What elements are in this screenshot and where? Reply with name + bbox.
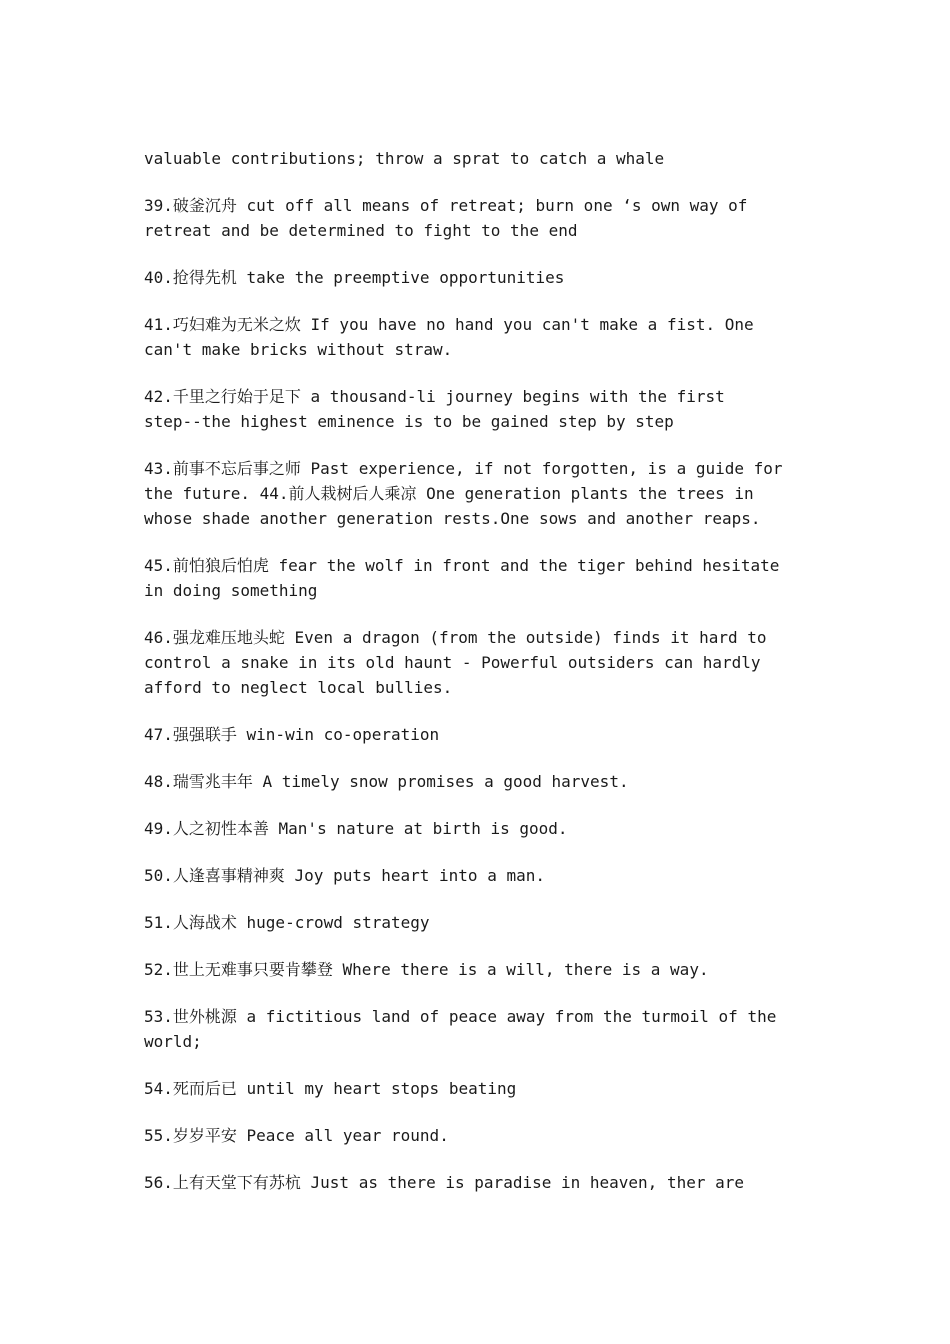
paragraph <box>144 1076 812 1101</box>
paragraph <box>144 265 812 290</box>
text-line: 54.死而后已 until my heart stops beating <box>144 1079 517 1098</box>
paragraph <box>144 553 812 603</box>
text-line: afford to neglect local bullies. <box>144 678 453 697</box>
text-line: 48.瑞雪兆丰年 A timely snow promises a good harvest. <box>144 772 629 791</box>
paragraph <box>144 312 812 362</box>
text-line: valuable contributions; throw a sprat to catch a whale <box>144 149 665 168</box>
text-line: control a snake in its old haunt - Powerful outsiders can hardly <box>144 653 761 672</box>
paragraph <box>144 625 812 700</box>
paragraph <box>144 193 812 243</box>
text-line: world; <box>144 1032 202 1051</box>
text-line: 51.人海战术 huge-crowd strategy <box>144 913 430 932</box>
text-line: 46.强龙难压地头蛇 Even a dragon (from the outside) finds it hard to <box>144 628 767 647</box>
paragraph <box>144 910 812 935</box>
text-line: the future. 44.前人栽树后人乘凉 One generation plants the trees in <box>144 484 754 503</box>
paragraph <box>144 1123 812 1148</box>
text-line: 49.人之初性本善 Man's nature at birth is good. <box>144 819 568 838</box>
paragraph <box>144 816 812 841</box>
text-line: 47.强强联手 win-win co-operation <box>144 725 440 744</box>
text-line: 53.世外桃源 a fictitious land of peace away from the turmoil of the <box>144 1007 777 1026</box>
paragraph <box>144 722 812 747</box>
paragraph <box>144 863 812 888</box>
text-line: 39.破釜沉舟 cut off all means of retreat; burn one ‘s own way of <box>144 196 748 215</box>
text-line: can't make bricks without straw. <box>144 340 453 359</box>
text-line: retreat and be determined to fight to the end <box>144 221 578 240</box>
paragraph <box>144 146 812 171</box>
text-line: 43.前事不忘后事之师 Past experience, if not forgotten, is a guide for <box>144 459 783 478</box>
document-body <box>144 146 812 1217</box>
text-line: in doing something <box>144 581 318 600</box>
text-line: 45.前怕狼后怕虎 fear the wolf in front and the tiger behind hesitate <box>144 556 780 575</box>
paragraph <box>144 957 812 982</box>
text-line: 52.世上无难事只要肯攀登 Where there is a will, there is a way. <box>144 960 709 979</box>
text-line: 50.人逢喜事精神爽 Joy puts heart into a man. <box>144 866 545 885</box>
text-line: 40.抢得先机 take the preemptive opportunities <box>144 268 565 287</box>
paragraph <box>144 1170 812 1195</box>
paragraph <box>144 456 812 531</box>
paragraph <box>144 769 812 794</box>
paragraph <box>144 1004 812 1054</box>
text-line: 56.上有天堂下有苏杭 Just as there is paradise in heaven, ther are <box>144 1173 745 1192</box>
text-line: whose shade another generation rests.One sows and another reaps. <box>144 509 761 528</box>
text-line: 42.千里之行始于足下 a thousand-li journey begins with the first <box>144 387 725 406</box>
text-line: 55.岁岁平安 Peace all year round. <box>144 1126 449 1145</box>
paragraph <box>144 384 812 434</box>
text-line: 41.巧妇难为无米之炊 If you have no hand you can't make a fist. One <box>144 315 754 334</box>
text-line: step--the highest eminence is to be gained step by step <box>144 412 674 431</box>
